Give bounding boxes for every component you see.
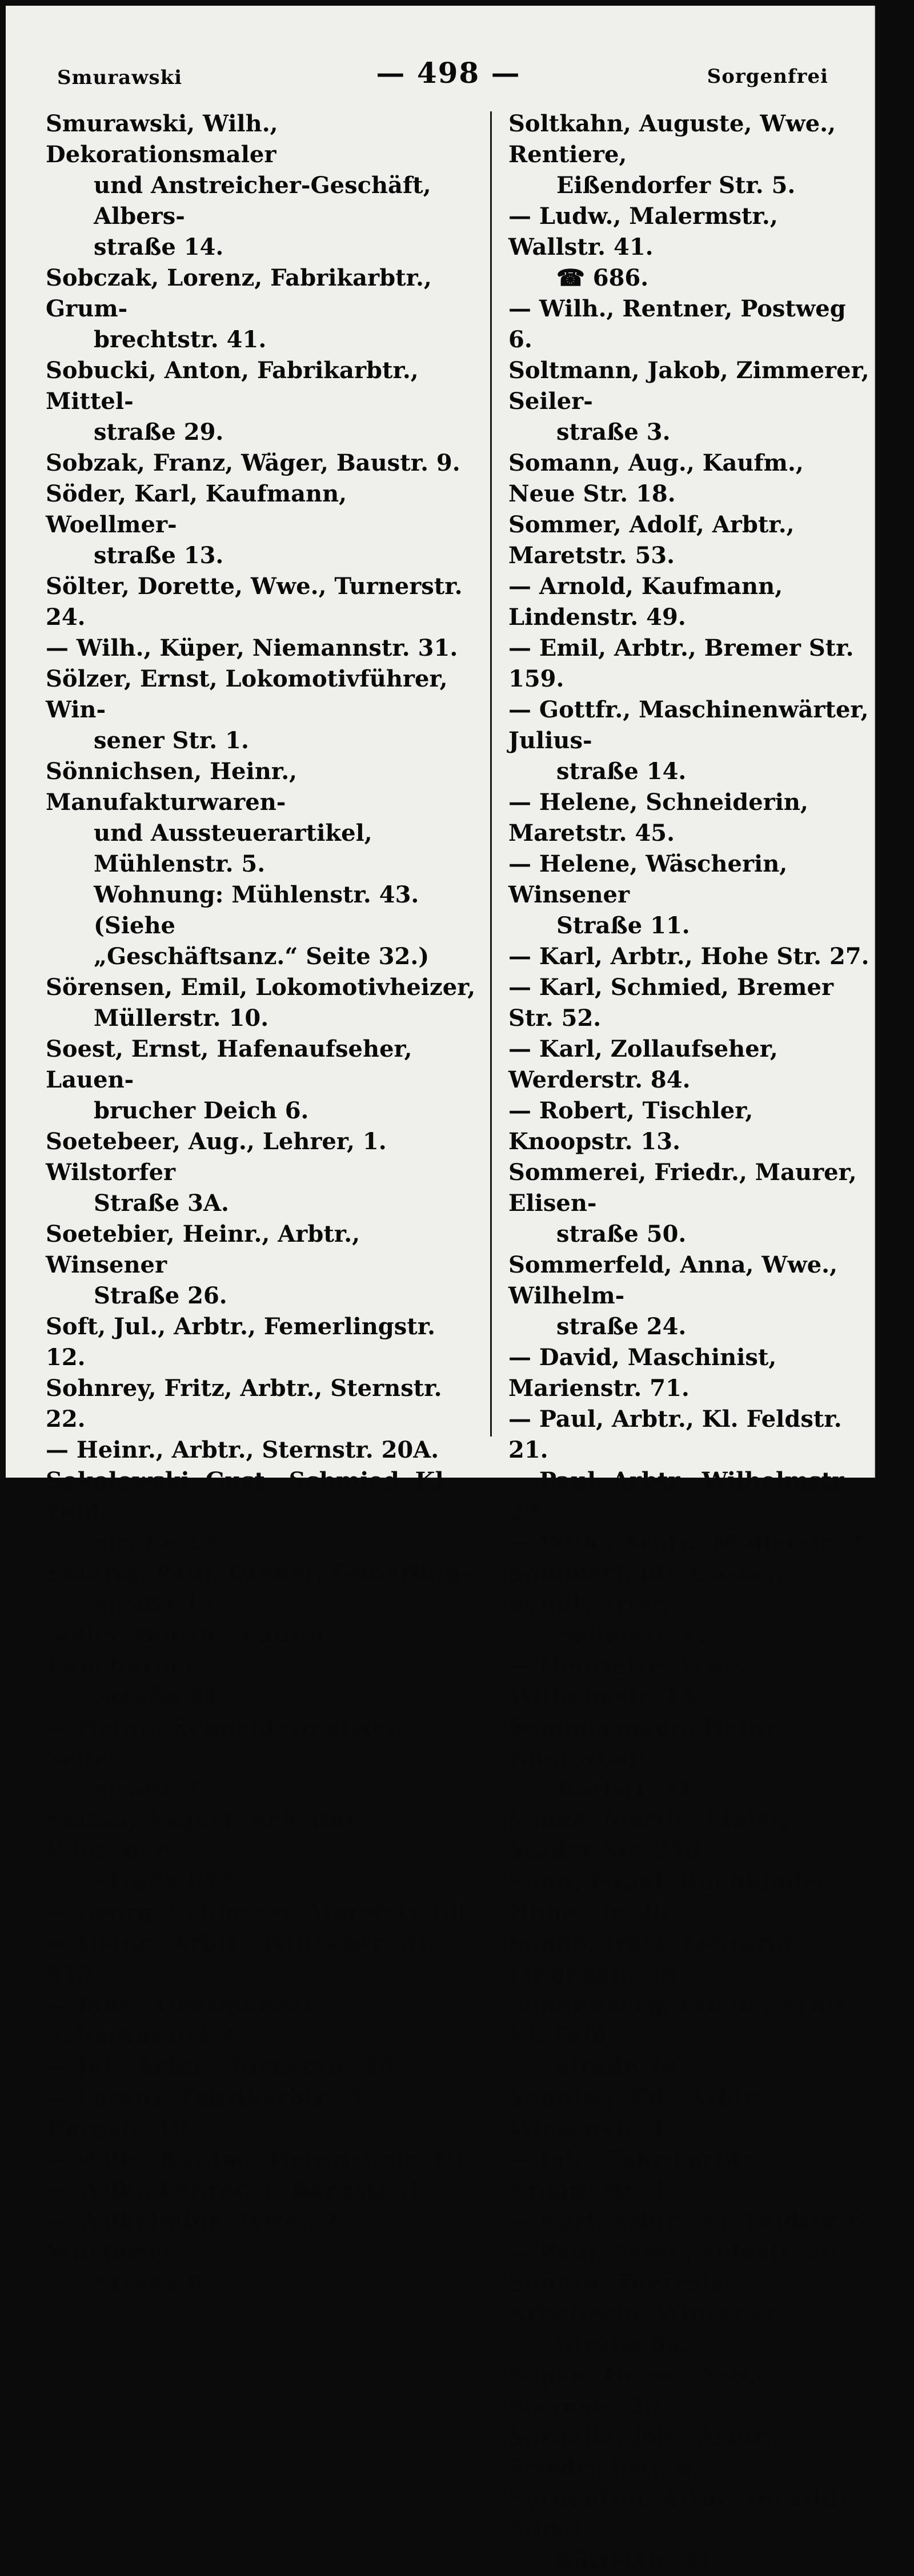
entry-line: Sölter, Dorette, Wwe., Turnerstr. 24. <box>46 573 463 631</box>
entry-line: — Helene, Schneiderin, Maretstr. 45. <box>508 789 808 846</box>
entry-continuation: straße 23. <box>94 1529 224 1556</box>
directory-entry <box>46 1034 480 1126</box>
entry-line: Sönnichsen, Heinr., Manufakturwaren- <box>46 758 298 816</box>
directory-entry <box>46 633 480 664</box>
entry-line: — Jul., Arbtr., Turnerstr. 18. <box>46 2053 403 2080</box>
entry-line: — Karl, Schmied, Bremer Str. 52. <box>508 974 834 1032</box>
entry-continuation: straße 14. <box>556 2053 687 2080</box>
entry-line: Soft, Jul., Arbtr., Femerlingstr. 12. <box>46 1313 436 1371</box>
entry-continuation: Straße 26. <box>94 1282 227 1309</box>
directory-entry <box>508 1867 874 1928</box>
entry-line: Sonntag, Ed., Arbtr., Wiesenstr. 1. <box>508 2084 770 2142</box>
directory-page <box>6 6 875 2574</box>
entry-line: — Joh., Fabrikarbtr., Kniggestr. 3. <box>508 2146 768 2204</box>
entry-line: Sommer, Adolf, Arbtr., Maretstr. 53. <box>508 511 795 569</box>
directory-entry <box>508 1527 874 1558</box>
entry-line: — Robert, Tischler, Knoopstr. 13. <box>508 1097 753 1155</box>
directory-entry <box>508 1558 874 1651</box>
header-right-keyword: Sorgenfrei <box>707 65 828 88</box>
directory-entry <box>508 2206 874 2237</box>
entry-continuation: sener Str. 1. <box>94 727 249 754</box>
entry-line: Sommerei, Friedr., Maurer, Elisen- <box>508 1159 857 1217</box>
entry-line: — Lorenz, Fabrikarbtr., 1. Bergstr. 18. <box>46 2084 374 2142</box>
directory-entry <box>508 1990 874 2083</box>
entry-continuation: und Aussteuerartikel, Mühlenstr. 5. <box>94 820 372 877</box>
entry-line: Smurawski, Wilh., Dekorationsmaler <box>46 110 278 168</box>
entry-continuation: ☎ 686. <box>556 264 649 291</box>
entry-line: — Wilh., Küper, Niemannstr. 31. <box>46 635 458 661</box>
entry-line: Soest, Ernst, Hafenaufseher, Lauen- <box>46 1036 412 1093</box>
entry-line: — Karl, Arbtr., Kl. Feldstr. 6. <box>508 2208 873 2234</box>
directory-entry <box>46 2083 480 2144</box>
entry-line: — Gottfr., Maschinenwärter, Julius- <box>508 696 869 754</box>
entry-line: Soltmann, Jakob, Zimmerer, Seiler- <box>508 357 869 415</box>
entry-line: Sopke, Herm., Arbtr., Sternstr. 28. <box>508 2362 781 2419</box>
entry-continuation: Eißendorfer Str. 5. <box>556 172 796 199</box>
entry-line: — Wilhelmine, Wwe., 2. Wilstorfer <box>46 2208 347 2265</box>
directory-entry <box>46 2052 480 2083</box>
entry-continuation: Seilerstr. 12. <box>556 1622 721 1648</box>
directory-entry <box>508 972 874 1034</box>
entry-line: — Heinr., Schneidermeister, Seiler- <box>46 1714 405 1772</box>
entry-line: — Karl, Arbtr., Hohe Str. 27. <box>508 943 869 970</box>
entry-line: Sontag, Theresia, Arbeiterin, Winsener <box>508 2269 777 2327</box>
directory-entry <box>508 2360 874 2422</box>
directory-entry <box>46 1712 480 1805</box>
column-divider <box>490 111 492 1437</box>
directory-entry <box>46 1805 480 1897</box>
directory-entry <box>46 1928 480 1990</box>
directory-entry <box>508 1466 874 1527</box>
entry-continuation: „Geschäftsanz.“ Seite 32.) <box>94 943 430 970</box>
entry-continuation: und Anstreicher-Geschäft, Albers- <box>94 172 431 230</box>
directory-entry <box>508 201 874 294</box>
entry-line: Sölzer, Ernst, Lokomotivführer, Win- <box>46 665 448 723</box>
entry-continuation: büttelstr. 11. <box>556 2547 723 2574</box>
directory-entry <box>46 1897 480 1928</box>
directory-entry <box>508 1034 874 1096</box>
entry-line: — Paul, Arbtr., Kl. Feldstr. 21. <box>508 1406 842 1463</box>
entry-line: — Paul, Arbtr., Wilhelmstr. 24. <box>508 1467 850 1525</box>
entry-continuation: straße 3. <box>94 1776 208 1803</box>
directory-entry <box>46 571 480 633</box>
entry-line: — David, Maschinist, Marienstr. 71. <box>508 1344 777 1402</box>
entry-continuation: Straße 6. <box>94 2269 211 2296</box>
entry-continuation: straße 29. <box>94 419 224 446</box>
directory-entry <box>508 1096 874 1157</box>
directory-entry <box>508 355 874 448</box>
directory-entry <box>508 633 874 695</box>
entry-line: Sobzak, Franz, Wäger, Baustr. 9. <box>46 450 460 476</box>
entry-line: Soller, Bernh., Kaufm., Lüneburger <box>46 1622 340 1679</box>
directory-entry <box>46 2206 480 2298</box>
entry-line: Sobucki, Anton, Fabrikarbtr., Mittel- <box>46 357 419 415</box>
entry-line: Solbrig, Paul, Dreher, Femerling- <box>46 1560 471 1587</box>
directory-entry <box>508 787 874 849</box>
entry-line: — Paul, Arbtr., Feldstr. 20. <box>508 2238 845 2265</box>
entry-line: Soltkahn, Auguste, Wwe., Rentiere, <box>508 110 836 168</box>
entry-line: — Helene, Wäscherin, Winsener <box>508 850 788 908</box>
entry-line: — Wilh., Kaufm., Heinrichstr. 10. <box>46 2146 471 2173</box>
directory-entry <box>508 2422 874 2483</box>
directory-entry <box>46 1466 480 1558</box>
entry-line: — Karl, Zollaufseher, Werderstr. 84. <box>508 1036 778 1093</box>
entry-continuation: Müllerstr. 10. <box>94 1005 269 1032</box>
entry-line: — Wilh., Rentner, Postweg 6. <box>508 295 846 353</box>
directory-entry <box>508 571 874 633</box>
directory-entry <box>508 1712 874 1805</box>
entry-line: — Johs., Obermeister, Schloßbezirk 4. <box>46 1992 322 2049</box>
entry-line: Soetebeer, Aug., Lehrer, 1. Wilstorfer <box>46 1128 387 1186</box>
entry-line: Söder, Karl, Kaufmann, Woellmer- <box>46 480 347 538</box>
entry-continuation: straße 24. <box>556 1313 687 1340</box>
entry-continuation: Straße 44. <box>94 1683 227 1710</box>
directory-entry <box>508 2483 874 2576</box>
entry-line: Sokolowski, Gust., Schmied, Kl. Feld- <box>46 1467 452 1525</box>
directory-entry <box>508 1250 874 1342</box>
page-number: — 498 — <box>376 56 521 90</box>
directory-entry <box>46 1558 480 1620</box>
directory-entry <box>46 1373 480 1435</box>
directory-entry <box>46 355 480 448</box>
directory-entry <box>508 2268 874 2360</box>
directory-entry <box>508 1157 874 1250</box>
entry-line: — Emil, Arbtr., Bremer Str. 159. <box>508 635 854 692</box>
entry-line: Sobczak, Lorenz, Fabrikarbtr., Grum- <box>46 264 432 322</box>
entry-continuation: straße 14. <box>94 234 224 260</box>
entry-continuation: straße 50. <box>556 1221 687 1247</box>
directory-entry <box>508 849 874 941</box>
entry-line: Sonnenberg, Friedr., Arbtr., Kl. Feld- <box>508 1992 862 2049</box>
page-header <box>46 56 851 96</box>
directory-entry <box>46 263 480 355</box>
entry-line: — Heinr., Arbtr., Winsener Str. 81A. <box>46 1930 436 1988</box>
entry-line: Soetebier, Heinr., Arbtr., Winsener <box>46 1221 360 1278</box>
entry-line: Somann, Aug., Kaufm., Neue Str. 18. <box>508 450 804 507</box>
directory-entry <box>46 2144 480 2175</box>
entry-continuation: straße 3. <box>556 419 671 446</box>
entry-line: Sonne, Irma, Lehrerin, Lindenstr. 46. <box>508 1930 801 1988</box>
entry-continuation: brechtstr. 41. <box>94 326 267 353</box>
directory-entry <box>46 756 480 972</box>
directory-entry <box>508 509 874 571</box>
entry-continuation: brucher Deich 6. <box>94 1097 309 1124</box>
directory-entry <box>508 2237 874 2268</box>
entry-line: Sonn, Israel, Buchbinder, Hohe Str. 26. <box>508 1868 836 1926</box>
directory-entry <box>508 1805 874 1867</box>
directory-entry <box>46 664 480 756</box>
entry-line: Sonke, Martin, Maler, Stader Str. 210. <box>508 1807 789 1864</box>
entry-continuation: Straße 11. <box>556 912 690 939</box>
directory-entry <box>46 1435 480 1466</box>
entry-continuation: straße 13. <box>94 542 224 569</box>
directory-entry <box>46 448 480 479</box>
entry-line: — Henriette, Wwe., Wilhelmstr. 14. <box>508 1652 755 1710</box>
entry-line: Sommermann, Heinr., Kontorbote, <box>508 1714 791 1772</box>
right-column <box>508 109 874 2576</box>
directory-entry <box>508 1342 874 1404</box>
directory-entry <box>46 972 480 1034</box>
entry-continuation: Straße 3A. <box>94 1190 229 1217</box>
entry-line: Sohnrey, Fritz, Arbtr., Sternstr. 22. <box>46 1375 442 1433</box>
directory-entry <box>508 2083 874 2144</box>
directory-entry <box>46 479 480 571</box>
directory-entry <box>508 1651 874 1712</box>
entry-continuation: straße 14. <box>556 758 687 785</box>
entry-continuation: straße 17. <box>94 1591 224 1618</box>
left-column <box>46 109 480 2298</box>
entry-line: — Ludw., Malermstr., Wallstr. 41. <box>508 203 778 260</box>
entry-line: Sorgenfrei, Artur, Vorarbtr., Eddel- <box>508 2485 866 2543</box>
entry-continuation: Straße 81A. <box>94 1868 245 1895</box>
directory-entry <box>46 1126 480 1219</box>
directory-entry <box>508 294 874 355</box>
entry-line: Sorgalla, Joh., Arbtr., Friedrichstr. 6. <box>508 2423 780 2481</box>
entry-line: Sörensen, Emil, Lokomotivheizer, <box>46 974 476 1001</box>
directory-entry <box>46 1990 480 2052</box>
directory-entry <box>508 695 874 787</box>
entry-line: — Wilh., Arbtr., Müllerstr. 2. <box>508 1529 872 1556</box>
entry-continuation: Straße 8a. <box>556 2331 689 2358</box>
directory-entry <box>46 109 480 263</box>
entry-continuation: Karlstr. 31. <box>556 1776 701 1803</box>
directory-entry <box>508 109 874 201</box>
directory-entry <box>508 1404 874 1466</box>
directory-entry <box>508 941 874 972</box>
entry-line: Sommerfeld, Anna, Wwe., Wilhelm- <box>508 1251 838 1309</box>
directory-entry <box>46 2175 480 2206</box>
entry-continuation: Wohnung: Mühlenstr. 43. (Siehe <box>94 881 419 939</box>
directory-entry <box>508 448 874 509</box>
entry-line: — Arnold, Kaufmann, Lindenstr. 49. <box>508 573 783 631</box>
entry-line: — Heinr., Arbtr., Sternstr. 20A. <box>46 1437 439 1463</box>
entry-line: Sommerfeldt, Gustav, Schulwärter, <box>508 1560 784 1618</box>
directory-entry <box>508 1928 874 1990</box>
entry-line: — Wilh., Lehrer, 1. Bergstr. 3. <box>46 2177 427 2204</box>
directory-entry <box>46 1219 480 1311</box>
entry-line: Soltau, August, Arbeiter, Winsener <box>46 1807 363 1864</box>
directory-entry <box>46 1311 480 1373</box>
header-left-keyword: Smurawski <box>57 66 183 89</box>
directory-entry <box>46 1620 480 1712</box>
entry-line: — Georg, Schlosser, Maretstr. 60. <box>46 1899 474 1926</box>
directory-entry <box>508 2144 874 2206</box>
